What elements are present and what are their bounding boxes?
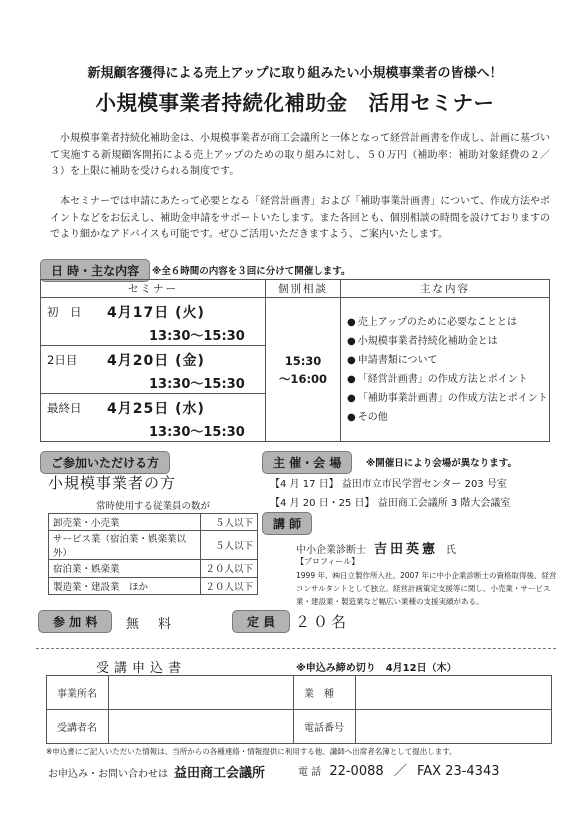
consult-start: 15:30	[284, 353, 322, 368]
count-cell: ５人以下	[201, 513, 258, 531]
session-time: 13:30〜15:30	[149, 377, 245, 392]
content-list	[341, 298, 550, 442]
table-row	[49, 560, 258, 578]
list-item: ● 「補助事業計画書」の作成方法とポイント	[347, 389, 549, 408]
instructor-suffix: 氏	[446, 545, 457, 556]
industry-cell: 宿泊業・娯楽業	[49, 560, 201, 578]
intro-paragraph-1: 小規模事業者持続化補助金は、小規模事業者が商工会議所と一体となって経営計画書を作成し、計画に基づいて実施する新規顧客開拓による売上アップのための取り組みに対し、５０万円（補助率：補助対象経費の２／３）を上限に補助を受けられる制度です。	[50, 133, 550, 177]
venue-2: 【4 月 20 日・25 日】 益田商工会議所 3 階大会議室	[270, 498, 511, 509]
subtitle: 新規顧客獲得による売上アップに取り組みたい小規模事業者の皆様へ！	[87, 66, 503, 81]
application-form	[46, 675, 552, 744]
industry-cell: サービス業（宿泊業・娯楽業以外）	[49, 531, 201, 560]
schedule-note: ※全６時間の内容を３回に分けて開催します。	[152, 266, 351, 277]
session-time: 13:30〜15:30	[149, 329, 245, 344]
content-header: 主な内容	[341, 280, 550, 298]
organizer-tag: 主 催・会 場	[262, 451, 352, 474]
consult-end: 〜16:00	[278, 371, 328, 386]
fee-value: 無 料	[126, 617, 175, 632]
intro-paragraph-2: 本セミナーでは申請にあたって必要となる「経営計画書」および「補助事業計画書」について、作成方法やポイントなどをお伝えし、補助金申請をサポートいたします。また各回とも、個別相談の時間を設けておりますのでより細かなアドバイスも可能です。ぜひご活用いただきますよう、ご案内いたします。	[50, 196, 550, 240]
capacity-tag: 定 員	[232, 610, 290, 633]
profile-label: 【プロフィール】	[296, 557, 360, 566]
session-date: 4月17日 (火)	[107, 305, 205, 321]
instructor-tag: 講 師	[262, 512, 312, 535]
fax-number: FAX 23-4343	[416, 764, 500, 779]
count-cell: ５人以下	[201, 531, 258, 560]
form-title: 受講申込書	[96, 661, 187, 676]
session-day-3	[41, 394, 266, 442]
list-item: ● その他	[347, 408, 549, 427]
count-cell: ２０人以下	[201, 560, 258, 578]
table-row	[49, 531, 258, 560]
attendee-label: 受講者名	[47, 710, 109, 744]
seminar-header: セミナー	[41, 280, 266, 298]
session-label: 2日目	[47, 353, 78, 367]
industry-cell: 製造業・建設業 ほか	[49, 577, 201, 595]
capacity-value: ２０名	[295, 613, 350, 631]
count-cell: ２０人以下	[201, 577, 258, 595]
industry-cell: 卸売業・小売業	[49, 513, 201, 531]
session-day-1	[41, 298, 266, 346]
instructor-title: 中小企業診断士	[296, 545, 366, 556]
table-row	[49, 513, 258, 531]
employee-table-header: 常時使用する従業員の数が	[95, 500, 210, 512]
contact-org: 益田商工会議所	[174, 766, 266, 781]
tel-label: 電 話	[298, 767, 322, 778]
fee-tag: 参 加 料	[38, 610, 112, 633]
industry-label: 業 種	[294, 676, 356, 710]
session-time: 13:30〜15:30	[149, 425, 245, 440]
list-item: ● 売上アップのために必要なこととは	[347, 313, 549, 332]
session-day-2	[41, 346, 266, 394]
phone-label: 電話番号	[294, 710, 356, 744]
form-deadline: ※申込み締め切り 4月12日（木）	[296, 663, 457, 674]
privacy-note: ※申込書にご記入いただいた情報は、当所からの各種連絡・情報提供に利用する他、講師へ出席者名簿として提出します。	[46, 747, 457, 756]
session-date: 4月25日 (水)	[107, 401, 205, 417]
consult-header: 個別相談	[266, 280, 341, 298]
instructor-name: 吉田英憲	[374, 542, 439, 557]
page-title: 小規模事業者持続化補助金 活用セミナー	[95, 91, 495, 115]
business-name-field[interactable]	[109, 676, 294, 710]
industry-field[interactable]	[356, 676, 552, 710]
consult-time	[266, 298, 341, 442]
phone-field[interactable]	[356, 710, 552, 744]
schedule-tag: 日 時・主な内容	[40, 259, 150, 282]
session-label: 初 日	[47, 305, 82, 319]
instructor	[296, 538, 456, 557]
attendee-field[interactable]	[109, 710, 294, 744]
separator: ／	[393, 764, 407, 779]
schedule-table	[40, 279, 550, 442]
instructor-profile: 1999 年、㈱日立製作所入社。2007 年に中小企業診断士の資格取得後、経営コンサルタントとして独立。経営計画策定支援等に関し、小売業・サービス業・建設業・製造業など幅広い業種の支援実績がある。	[296, 571, 557, 606]
contact-phone	[298, 760, 500, 779]
organizer-note: ※開催日により会場が異なります。	[366, 458, 517, 469]
list-item: ● 小規模事業者持続化補助金とは	[347, 332, 549, 351]
table-row	[49, 577, 258, 595]
employee-table	[48, 497, 258, 595]
list-item: ● 「経営計画書」の作成方法とポイント	[347, 370, 549, 389]
contact	[48, 762, 265, 781]
list-item: ● 申請書類について	[347, 351, 549, 370]
contact-label: お申込み・お問い合わせは	[48, 769, 168, 780]
business-name-label: 事業所名	[47, 676, 109, 710]
participants-tag: ご参加いただける方	[40, 451, 170, 474]
session-date: 4月20日 (金)	[107, 353, 205, 369]
session-label: 最終日	[47, 401, 82, 415]
cut-line	[36, 648, 556, 649]
venue-1: 【4 月 17 日】 益田市立市民学習センター 203 号室	[270, 479, 507, 490]
target-audience: 小規模事業者の方	[48, 474, 177, 492]
tel-number: 22-0088	[329, 764, 384, 779]
